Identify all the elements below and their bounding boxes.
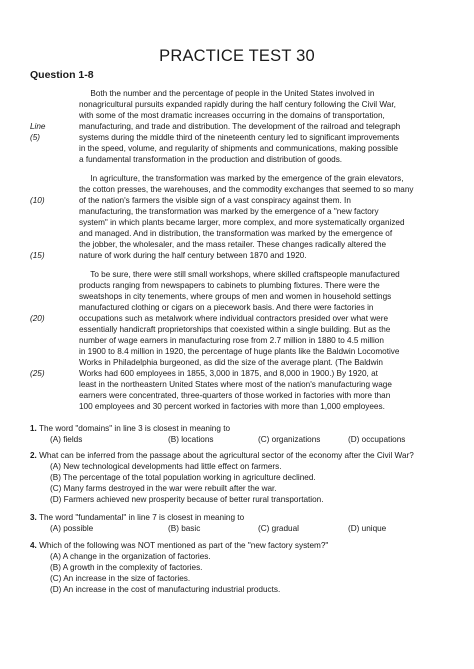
question-1: [30, 424, 230, 434]
line-marker: (10): [30, 196, 45, 205]
passage-line: In agriculture, the transformation was marked by the emergence of the grain elevators,: [79, 174, 404, 183]
passage-line: products ranging from newspapers to cabinets to plumbing fixtures. There were the: [79, 281, 380, 290]
passage-line: number of wage earners in manufacturing rose from 2.7 million in 1880 to 4.5 million: [79, 336, 384, 345]
answer-option[interactable]: (C) gradual: [258, 524, 299, 533]
line-marker: (20): [30, 314, 45, 323]
passage-line: sweatshops in city tenements, where groups of men and women in household settings: [79, 292, 392, 301]
passage-line: in 1900 to 8.4 million in 1920, the percentage of huge plants like the Baldwin Locomotive: [79, 347, 400, 356]
answer-option[interactable]: (D) An increase in the cost of manufacturing industrial products.: [50, 585, 281, 594]
question-number: 4.: [30, 541, 37, 550]
answer-option[interactable]: (B) basic: [168, 524, 201, 533]
passage-line: Both the number and the percentage of people in the United States involved in: [79, 89, 375, 98]
passage-line: 100 employees and 30 percent worked in factories with more than 1,000 employees.: [79, 402, 385, 411]
passage-line: Works in Philadelphia burgeoned, as did the size of the average plant. (The Baldwin: [79, 358, 383, 367]
passage-line: with some of the most dramatic increases occurring in the domains of transportation,: [79, 111, 385, 120]
passage-line: system" in which plants became larger, more complex, and more systematically organized: [79, 218, 405, 227]
answer-option[interactable]: (D) occupations: [348, 435, 406, 444]
passage-line: the cotton presses, the warehouses, and the commodity exchanges that seemed to so many: [79, 185, 414, 194]
passage-line: the jobber, the wholesaler, and the mass retailer. These changes radically altered the: [79, 240, 387, 249]
question-number: 2.: [30, 451, 37, 460]
question-number: 1.: [30, 424, 37, 433]
question-2: [30, 451, 414, 461]
line-marker: (25): [30, 369, 45, 378]
answer-option[interactable]: (B) locations: [168, 435, 214, 444]
question-number: 3.: [30, 513, 37, 522]
passage-line: manufactured clothing or cigars on a piecework basis. And there were factories in: [79, 303, 374, 312]
answer-option[interactable]: (A) New technological developments had little effect on farmers.: [50, 462, 282, 471]
passage-line: nonagricultural pursuits expanded rapidly during the half century following the Civil War,: [79, 100, 396, 109]
answer-option[interactable]: (C) organizations: [258, 435, 321, 444]
passage-line: systems during the middle third of the nineteenth century led to significant improvements: [79, 133, 400, 142]
passage-line: of the nation's farmers the visible sign of a vast conspiracy against them. In: [79, 196, 351, 205]
answer-option[interactable]: (B) A growth in the complexity of factories.: [50, 563, 203, 572]
line-marker: (5): [30, 133, 41, 142]
passage-line: a fundamental transformation in the production and distribution of goods.: [79, 155, 343, 164]
answer-option[interactable]: (A) A change in the organization of factories.: [50, 552, 211, 561]
passage-line: Works had 600 employees in 1855, 3,000 in 1875, and 8,000 in 1900.) By 1920, at: [79, 369, 378, 378]
passage-line: nature of work during the half century between 1870 and 1920.: [79, 251, 307, 260]
question-text: The word "fundamental" in line 7 is closest in meaning to: [38, 513, 245, 522]
page-title: PRACTICE TEST 30: [159, 47, 315, 65]
answer-option[interactable]: (B) The percentage of the total population working in agriculture declined.: [50, 473, 316, 482]
passage-line: occupations such as metalwork where individual contractors presided over what were: [79, 314, 389, 323]
question-3: [30, 513, 244, 523]
question-text: What can be inferred from the passage about the agricultural sector of the economy after the Civil War?: [39, 451, 414, 460]
answer-option[interactable]: (C) Many farms destroyed in the war were rebuilt after the war.: [50, 484, 277, 493]
answer-option[interactable]: (D) Farmers achieved new prosperity because of better rural transportation.: [50, 495, 324, 504]
line-marker: Line: [30, 122, 46, 131]
answer-option[interactable]: (C) An increase in the size of factories.: [50, 574, 191, 583]
passage-line: essentially handicraft proprietorships that coexisted within a single building. But as the: [79, 325, 391, 334]
question-text: Which of the following was NOT mentioned as part of the "new factory system?": [39, 541, 329, 550]
answer-option[interactable]: (A) possible: [50, 524, 94, 533]
passage-line: earners were concentrated, three-quarters of those worked in factories with more than: [79, 391, 391, 400]
answer-option[interactable]: (A) fields: [50, 435, 83, 444]
line-marker: (15): [30, 251, 45, 260]
passage-line: manufacturing, and trade and distribution. The development of the railroad and telegraph: [79, 122, 401, 131]
answer-option[interactable]: (D) unique: [348, 524, 387, 533]
passage-line: least in the northeastern United States where most of the nation's manufacturing wage: [79, 380, 392, 389]
passage-line: manufacturing, the transformation was marked by the emergence of a "new factory: [79, 207, 379, 216]
question-4: [30, 541, 328, 551]
passage-line: in the speed, volume, and regularity of shipments and communications, making possible: [79, 144, 399, 153]
question-group-heading: Question 1-8: [30, 69, 94, 81]
passage-line: and managed. And in distribution, the transformation was marked by the emergence of: [79, 229, 393, 238]
question-text: The word "domains" in line 3 is closest in meaning to: [38, 424, 231, 433]
passage-line: To be sure, there were still small workshops, where skilled craftspeople manufactured: [79, 270, 400, 279]
